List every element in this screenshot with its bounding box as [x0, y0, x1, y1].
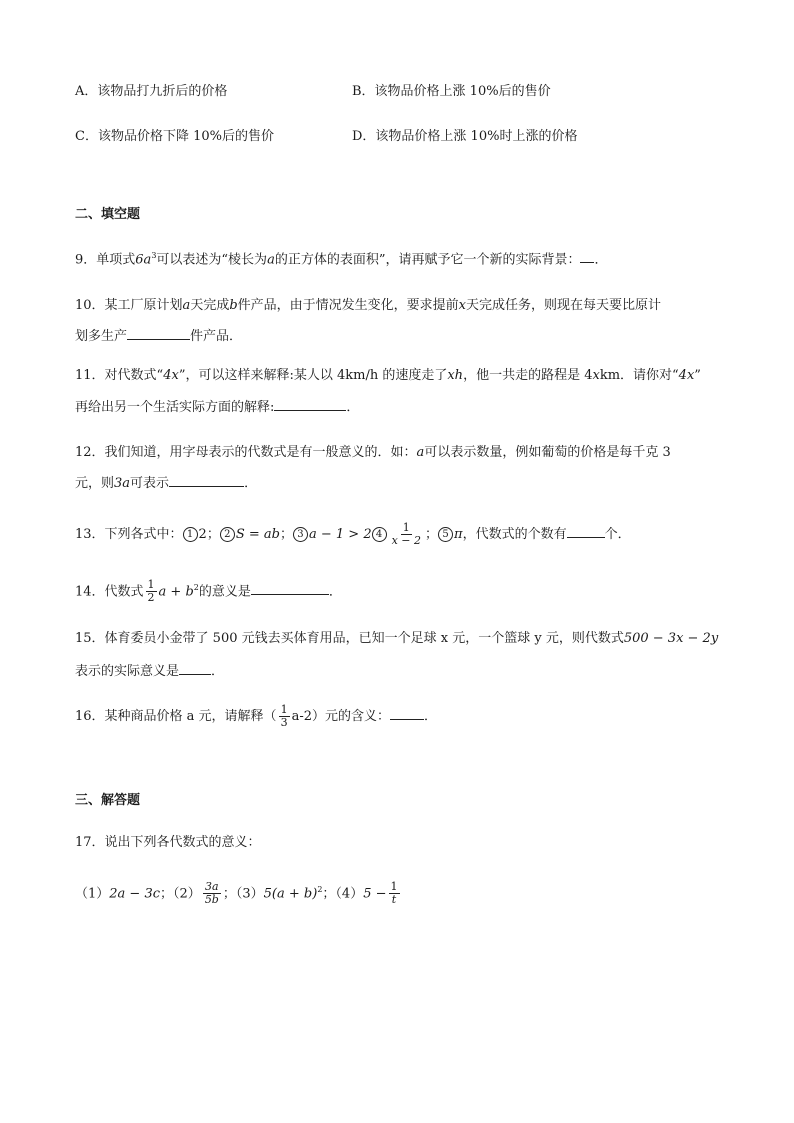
q10-text-1: 10．某工厂原计划: [75, 298, 183, 313]
q16-text-2: a-2）元的含义：: [291, 709, 390, 724]
q12-answer-blank[interactable]: [169, 472, 244, 487]
q14-text-3: ．: [328, 584, 342, 600]
q11-text-2: ”，可以这样来解释:某人以 4km/h 的速度走了: [178, 368, 448, 383]
option-d: D．该物品价格上涨 10%时上涨的价格: [352, 129, 578, 144]
q11-answer-blank[interactable]: [274, 396, 346, 411]
q14-fraction: [146, 579, 157, 604]
q15-text-3: ．: [211, 664, 225, 679]
question-11-line-2: [75, 396, 359, 417]
question-11-line-1: [75, 367, 701, 385]
q17-index-2: （2）: [173, 886, 201, 902]
q9-text-1: 9．单项式: [75, 252, 136, 268]
q13-item-3: a − 1 > 2: [308, 527, 372, 542]
q13-text-3: 个．: [604, 527, 631, 542]
q11-expr-2: xh: [447, 368, 464, 383]
q10-text-5: 划多生产: [75, 329, 128, 344]
question-16: [75, 704, 437, 730]
q17-fraction-4-numerator: 1: [390, 880, 398, 894]
q16-fraction: [279, 704, 290, 729]
q10-var-x: x: [458, 298, 467, 313]
q14-fraction-numerator: 1: [147, 578, 155, 592]
q13-sep-2: ；: [279, 527, 293, 542]
q11-expr-1: 4x: [163, 368, 179, 383]
q15-expr: 500 − 3x − 2y: [623, 631, 719, 646]
q17-fraction-4: [389, 881, 400, 906]
question-9: [75, 247, 608, 269]
q9-text-2: 可以表述为“棱长为: [156, 252, 268, 268]
question-14: [75, 576, 342, 604]
q15-answer-blank[interactable]: [179, 660, 211, 675]
q12-expr: 3a: [114, 476, 131, 491]
q17-expr-1: 2a − 3c: [109, 886, 161, 902]
q11-text-4: km．请你对“: [599, 368, 679, 383]
q13-circled-5: 5: [438, 527, 453, 542]
option-b: B．该物品价格上涨 10%后的售价: [352, 84, 551, 99]
q13-sep-4: ；: [425, 527, 439, 542]
question-15-line-1: [75, 630, 718, 648]
question-10-line-1: [75, 297, 661, 315]
q14-expr: a + b: [158, 584, 194, 600]
q10-text-4: 天完成任务，则现在每天要比原计: [466, 298, 662, 313]
q13-circled-1: 1: [183, 527, 198, 542]
q17-sep-3: ；: [322, 886, 336, 902]
q14-text-1: 14．代数式: [75, 584, 144, 600]
question-10-line-2: [75, 325, 242, 346]
q16-answer-blank[interactable]: [390, 705, 424, 720]
q9-expr: 6a: [135, 252, 152, 268]
q16-fraction-denominator: 3: [280, 716, 288, 729]
q17-expr-4: 5 −: [363, 886, 387, 902]
q17-fraction-2: [203, 881, 221, 906]
q13-circled-3: 3: [293, 527, 308, 542]
q13-item-2: S = ab: [235, 527, 280, 542]
q16-fraction-numerator: 1: [280, 703, 288, 716]
q10-text-2: 天完成: [190, 298, 230, 313]
question-12-line-1: [75, 444, 671, 462]
q11-text-7: ．: [346, 400, 360, 415]
q14-exponent: 2: [193, 583, 199, 592]
q13-fraction-denominator: x − 2: [391, 534, 422, 547]
q15-text-1: 15．体育委员小金带了 500 元钱去买体育用品，已知一个足球 x 元，一个篮球 y 元，则代数式: [75, 631, 624, 646]
question-17: 17．说出下列各代数式的意义：: [75, 835, 261, 850]
q17-index-3: （3）: [235, 886, 264, 902]
q12-text-3: 元，则: [75, 476, 115, 491]
q11-text-5: ”: [694, 368, 701, 383]
q11-expr-3: x: [592, 368, 600, 383]
q12-text-1: 12．我们知道，用字母表示的代数式是有一般意义的．如：: [75, 445, 417, 460]
q14-text-2: 的意义是: [198, 584, 251, 600]
q9-exponent: 3: [151, 251, 157, 260]
q17-fraction-2-denominator: 5b: [204, 893, 219, 907]
q13-item-1: 2；: [198, 527, 220, 542]
q13-circled-2: 2: [220, 527, 235, 542]
q10-text-6: 件产品．: [190, 329, 243, 344]
section-title-solve: 三、解答题: [75, 793, 141, 808]
q10-var-a: a: [182, 298, 191, 313]
q12-text-5: ．: [244, 476, 258, 491]
section-title-fill-blank: 二、填空题: [75, 207, 141, 222]
q11-text-3: ，他一共走的路程是 4: [463, 368, 593, 383]
q13-fraction-numerator: 1: [402, 521, 410, 534]
q17-fraction-4-denominator: t: [391, 893, 397, 907]
question-15-line-2: [75, 660, 224, 681]
q11-text-6: 再给出另一个生活实际方面的解释:: [75, 400, 275, 415]
q11-expr-4: 4x: [678, 368, 695, 383]
q10-text-3: 件产品，由于情况发生变化，要求提前: [237, 298, 459, 313]
option-a: A．该物品打九折后的价格: [75, 84, 228, 99]
question-12-line-2: [75, 472, 257, 493]
q17-fraction-2-numerator: 3a: [205, 880, 219, 894]
q17-index-1: （1）: [75, 886, 110, 902]
q13-circled-4: 4: [372, 527, 387, 542]
q17-sep-2: ；: [222, 886, 236, 902]
q14-fraction-denominator: 2: [147, 591, 155, 605]
question-13: [75, 522, 631, 547]
q12-var-a: a: [416, 445, 425, 460]
q13-text-2: ，代数式的个数有: [462, 527, 567, 542]
q9-answer-blank[interactable]: [580, 248, 594, 263]
q13-item-5: π: [454, 527, 463, 542]
q10-answer-blank[interactable]: [127, 325, 190, 340]
q9-text-3: 的正方体的表面积”，请再赋予它一个新的实际背景：: [274, 252, 581, 268]
q9-text-4: ．: [594, 252, 608, 268]
q13-fraction: [390, 522, 423, 547]
q11-text-1: 11．对代数式“: [75, 368, 164, 383]
q15-text-2: 表示的实际意义是: [75, 664, 180, 679]
q10-var-b: b: [229, 298, 238, 313]
option-c: C．该物品价格下降 10%后的售价: [75, 129, 274, 144]
q13-text-1: 13．下列各式中：: [75, 527, 183, 542]
q17-expr-3: 5(a + b): [263, 886, 318, 902]
q17-index-4: （4）: [335, 886, 364, 902]
q12-text-4: 可表示: [130, 476, 170, 491]
q16-text-3: ．: [423, 709, 437, 724]
q16-text-1: 16．某种商品价格 a 元，请解释（: [75, 709, 277, 724]
q17-sep-1: ；: [160, 886, 174, 902]
q12-text-2: 可以表示数量，例如葡萄的价格是每千克 3: [424, 445, 671, 460]
q14-answer-blank[interactable]: [251, 580, 329, 595]
q9-var: a: [267, 252, 275, 268]
question-17-items: [75, 876, 402, 908]
q13-answer-blank[interactable]: [567, 523, 605, 538]
q17-exponent-3: 2: [317, 885, 323, 894]
